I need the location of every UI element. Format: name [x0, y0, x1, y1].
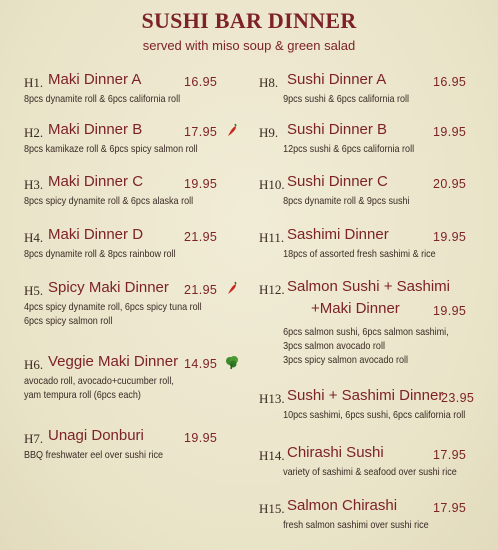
- item-price: 16.95: [433, 75, 467, 89]
- item-code: H7.: [24, 431, 44, 446]
- item-description: 10pcs sashimi, 6pcs sushi, 6pcs california roll: [283, 409, 466, 421]
- item-name: Sushi Dinner A: [287, 71, 387, 88]
- item-name: Sushi Dinner C: [287, 173, 388, 190]
- item-code: H9.: [259, 125, 279, 140]
- menu-item-h7: [24, 426, 252, 462]
- item-price: 17.95: [433, 501, 467, 515]
- item-name: Maki Dinner D: [48, 226, 144, 243]
- item-price: 17.95: [184, 125, 218, 139]
- item-price: 19.95: [184, 177, 218, 191]
- item-name: Maki Dinner C: [48, 173, 144, 190]
- menu-item-h13: [259, 386, 491, 422]
- item-name: Sushi Dinner B: [287, 121, 388, 138]
- item-name: Chirashi Sushi: [287, 444, 384, 461]
- item-description: 8pcs kamikaze roll & 6pcs spicy salmon roll: [24, 143, 198, 155]
- item-description: 8pcs dynamite roll & 6pcs california roll: [24, 93, 181, 105]
- menu-item-h2: [24, 120, 252, 156]
- item-code: H5.: [24, 283, 44, 298]
- item-description: yam tempura roll (6pcs each): [24, 389, 141, 401]
- item-price: 19.95: [433, 230, 467, 244]
- vegetarian-leaf-icon: [224, 355, 240, 370]
- menu-item-h6: [24, 352, 252, 402]
- item-price: 16.95: [184, 75, 218, 89]
- item-name: Salmon Chirashi: [287, 497, 398, 514]
- menu-subtitle: served with miso soup & green salad: [142, 38, 356, 53]
- item-price: 21.95: [184, 230, 218, 244]
- chili-pepper-icon: [226, 281, 238, 295]
- item-description: 8pcs dynamite roll & 8pcs rainbow roll: [24, 248, 176, 260]
- item-name: Unagi Donburi: [48, 427, 144, 444]
- item-price: 23.95: [441, 391, 475, 405]
- menu-item-h12: [259, 277, 491, 367]
- chili-pepper-icon: [226, 123, 238, 137]
- item-price: 19.95: [433, 304, 467, 318]
- menu-item-h14: [259, 443, 491, 479]
- item-price: 19.95: [184, 431, 218, 445]
- menu-item-h11: [259, 225, 491, 261]
- menu-title: SUSHI BAR DINNER: [141, 8, 357, 33]
- item-description: 8pcs dynamite roll & 9pcs sushi: [283, 195, 410, 207]
- item-code: H13.: [259, 391, 285, 406]
- item-name: Maki Dinner B: [48, 121, 143, 138]
- item-code: H4.: [24, 230, 44, 245]
- item-code: H11.: [259, 230, 285, 245]
- item-name: Salmon Sushi + Sashimi: [287, 278, 450, 295]
- item-code: H8.: [259, 75, 279, 90]
- item-description: 6pcs salmon sushi, 6pcs salmon sashimi,: [283, 326, 449, 338]
- item-price: 19.95: [433, 125, 467, 139]
- item-code: H12.: [259, 282, 285, 297]
- item-code: H15.: [259, 501, 285, 516]
- item-description: 18pcs of assorted fresh sashimi & rice: [283, 248, 436, 260]
- menu-item-h8: [259, 70, 491, 106]
- item-description: 9pcs sushi & 6pcs california roll: [283, 93, 410, 105]
- item-description: 8pcs spicy dynamite roll & 6pcs alaska roll: [24, 195, 194, 207]
- item-description: fresh salmon sashimi over sushi rice: [283, 519, 429, 531]
- item-description: 3pcs spicy salmon avocado roll: [283, 354, 409, 366]
- item-name: Sashimi Dinner: [287, 226, 389, 243]
- item-code: H3.: [24, 177, 44, 192]
- item-price: 21.95: [184, 283, 218, 297]
- item-name: Spicy Maki Dinner: [48, 279, 169, 296]
- menu-item-h4: [24, 225, 252, 261]
- item-name: Maki Dinner A: [48, 71, 142, 88]
- item-code: H6.: [24, 357, 44, 372]
- item-code: H1.: [24, 75, 44, 90]
- menu-item-h9: [259, 120, 491, 156]
- item-name-continued: +Maki Dinner: [311, 300, 400, 317]
- item-description: 12pcs sushi & 6pcs california roll: [283, 143, 415, 155]
- item-description: 3pcs salmon avocado roll: [283, 340, 385, 352]
- menu-item-h3: [24, 172, 252, 208]
- item-description: avocado roll, avocado+cucumber roll,: [24, 375, 174, 387]
- item-description: 4pcs spicy dynamite roll, 6pcs spicy tuna roll: [24, 301, 202, 313]
- item-description: BBQ freshwater eel over sushi rice: [24, 449, 164, 461]
- item-price: 20.95: [433, 177, 467, 191]
- item-code: H14.: [259, 448, 285, 463]
- item-price: 14.95: [184, 357, 218, 371]
- item-code: H10.: [259, 177, 285, 192]
- menu-item-h10: [259, 172, 491, 208]
- menu-item-h1: [24, 70, 252, 106]
- menu-item-h5: [24, 278, 252, 328]
- item-description: 6pcs spicy salmon roll: [24, 315, 113, 327]
- item-code: H2.: [24, 125, 44, 140]
- menu-item-h15: [259, 496, 491, 532]
- item-price: 17.95: [433, 448, 467, 462]
- item-name: Sushi + Sashimi Dinner: [287, 387, 444, 404]
- item-name: Veggie Maki Dinner: [48, 353, 179, 370]
- item-description: variety of sashimi & seafood over sushi rice: [283, 466, 457, 478]
